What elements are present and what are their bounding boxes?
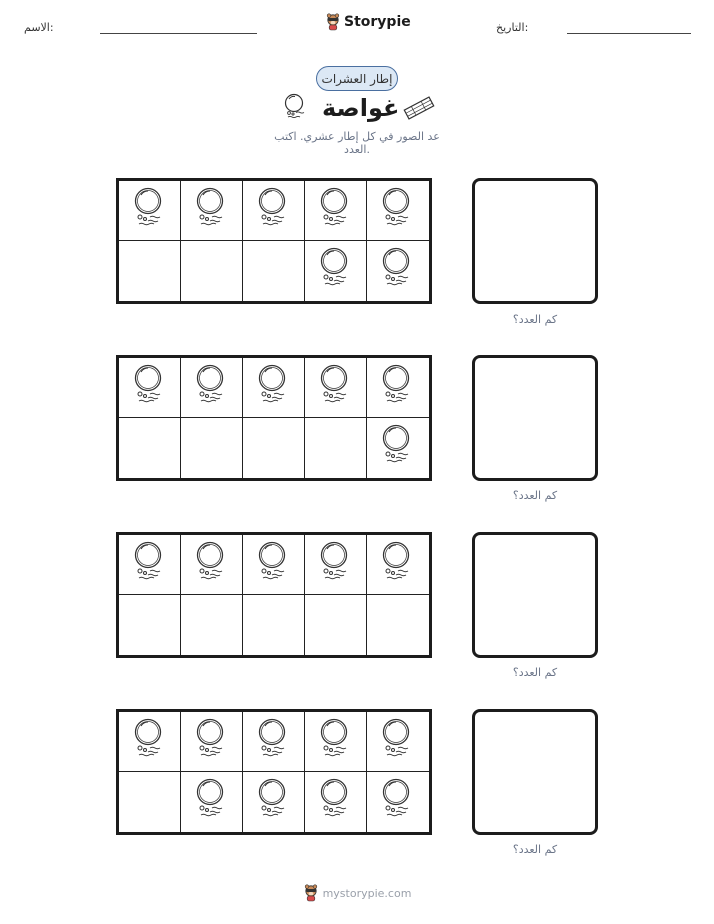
ten-frame-cell [181,595,243,655]
bubble-icon [319,246,353,296]
worksheet-type-badge: إطار العشرات [316,66,398,91]
bubble-icon [319,186,353,236]
bear-mascot-icon [326,13,340,31]
answer-box-4[interactable] [472,709,598,835]
ten-frame-1 [116,178,432,304]
bubble-icon [381,423,415,473]
ten-frame-cell [367,241,429,301]
ten-frame-cell [305,358,367,418]
ten-frame-cell [119,181,181,241]
ten-frame-cell [305,712,367,772]
ten-frame-cell [367,712,429,772]
bubble-icon [195,717,229,767]
ten-frame-cell [181,358,243,418]
ten-frame-cell [181,181,243,241]
ten-frame-cell [243,712,305,772]
ten-frame-cell [119,358,181,418]
ten-frame-cell [367,358,429,418]
ten-frame-cell [367,418,429,478]
ten-frame-cell [181,712,243,772]
ten-frame-cell [181,418,243,478]
ten-frame-cell [181,241,243,301]
ten-frame-cell [243,772,305,832]
bubble-icon [381,246,415,296]
bubble-icon [319,540,353,590]
ten-frame-cell [181,535,243,595]
ten-frame-cell [243,241,305,301]
bubble-icon [133,717,167,767]
name-label: الاسم: [24,21,54,34]
ten-frame-cell [305,181,367,241]
ten-frame-cell [305,535,367,595]
ten-frame-2 [116,355,432,481]
date-label: التاريخ: [496,21,529,34]
ten-frame-cell [367,772,429,832]
ten-frame-cell [243,181,305,241]
ten-frame-cell [119,595,181,655]
ten-frame-cell [367,181,429,241]
ten-frame-cell [305,418,367,478]
bubble-icon [381,540,415,590]
name-line[interactable] [100,33,257,34]
question-label-1: كم العدد؟ [512,313,558,326]
question-label-4: كم العدد؟ [512,843,558,856]
bubble-icon [319,777,353,827]
ten-frame-cell [181,772,243,832]
ten-frame-cell [367,595,429,655]
ten-frame-cell [119,712,181,772]
ten-frame-4 [116,709,432,835]
bubble-icon [319,717,353,767]
bubble-icon [257,186,291,236]
worksheet-title: غواصة [322,94,400,122]
ten-frame-cell [243,595,305,655]
ten-frame-cell [119,418,181,478]
bear-mascot-icon [303,884,319,902]
ten-frame-cell [305,772,367,832]
ten-frame-cell [119,535,181,595]
footer-url: mystorypie.com [322,886,412,900]
bubble-icon [381,186,415,236]
ten-frame-cell [243,535,305,595]
bubble-icon [133,186,167,236]
ten-frame-cell [119,241,181,301]
bubble-icon [257,717,291,767]
wood-plank-icon [402,94,436,126]
bubble-icon [195,363,229,413]
bubble-icon [195,186,229,236]
question-label-3: كم العدد؟ [512,666,558,679]
bubble-icon [195,540,229,590]
bubble-icon [381,777,415,827]
bubble-icon [195,777,229,827]
ten-frame-cell [367,535,429,595]
bubble-icon [133,540,167,590]
instructions: عد الصور في كل إطار عشري. اكتب العدد. [274,130,440,156]
ten-frame-cell [243,358,305,418]
bubble-icon [257,777,291,827]
bubble-icon [133,363,167,413]
ten-frame-cell [119,772,181,832]
bubble-icon [319,363,353,413]
brand-logo [326,13,411,31]
answer-box-1[interactable] [472,178,598,304]
bubble-icon [381,717,415,767]
bubble-icon [283,93,307,123]
question-label-2: كم العدد؟ [512,489,558,502]
bubble-icon [257,363,291,413]
ten-frame-3 [116,532,432,658]
ten-frame-cell [243,418,305,478]
answer-box-3[interactable] [472,532,598,658]
brand-name: Storypie [344,14,411,30]
date-line[interactable] [567,33,691,34]
bubble-icon [381,363,415,413]
footer [0,884,714,902]
ten-frame-cell [305,241,367,301]
bubble-icon [257,540,291,590]
answer-box-2[interactable] [472,355,598,481]
ten-frame-cell [305,595,367,655]
